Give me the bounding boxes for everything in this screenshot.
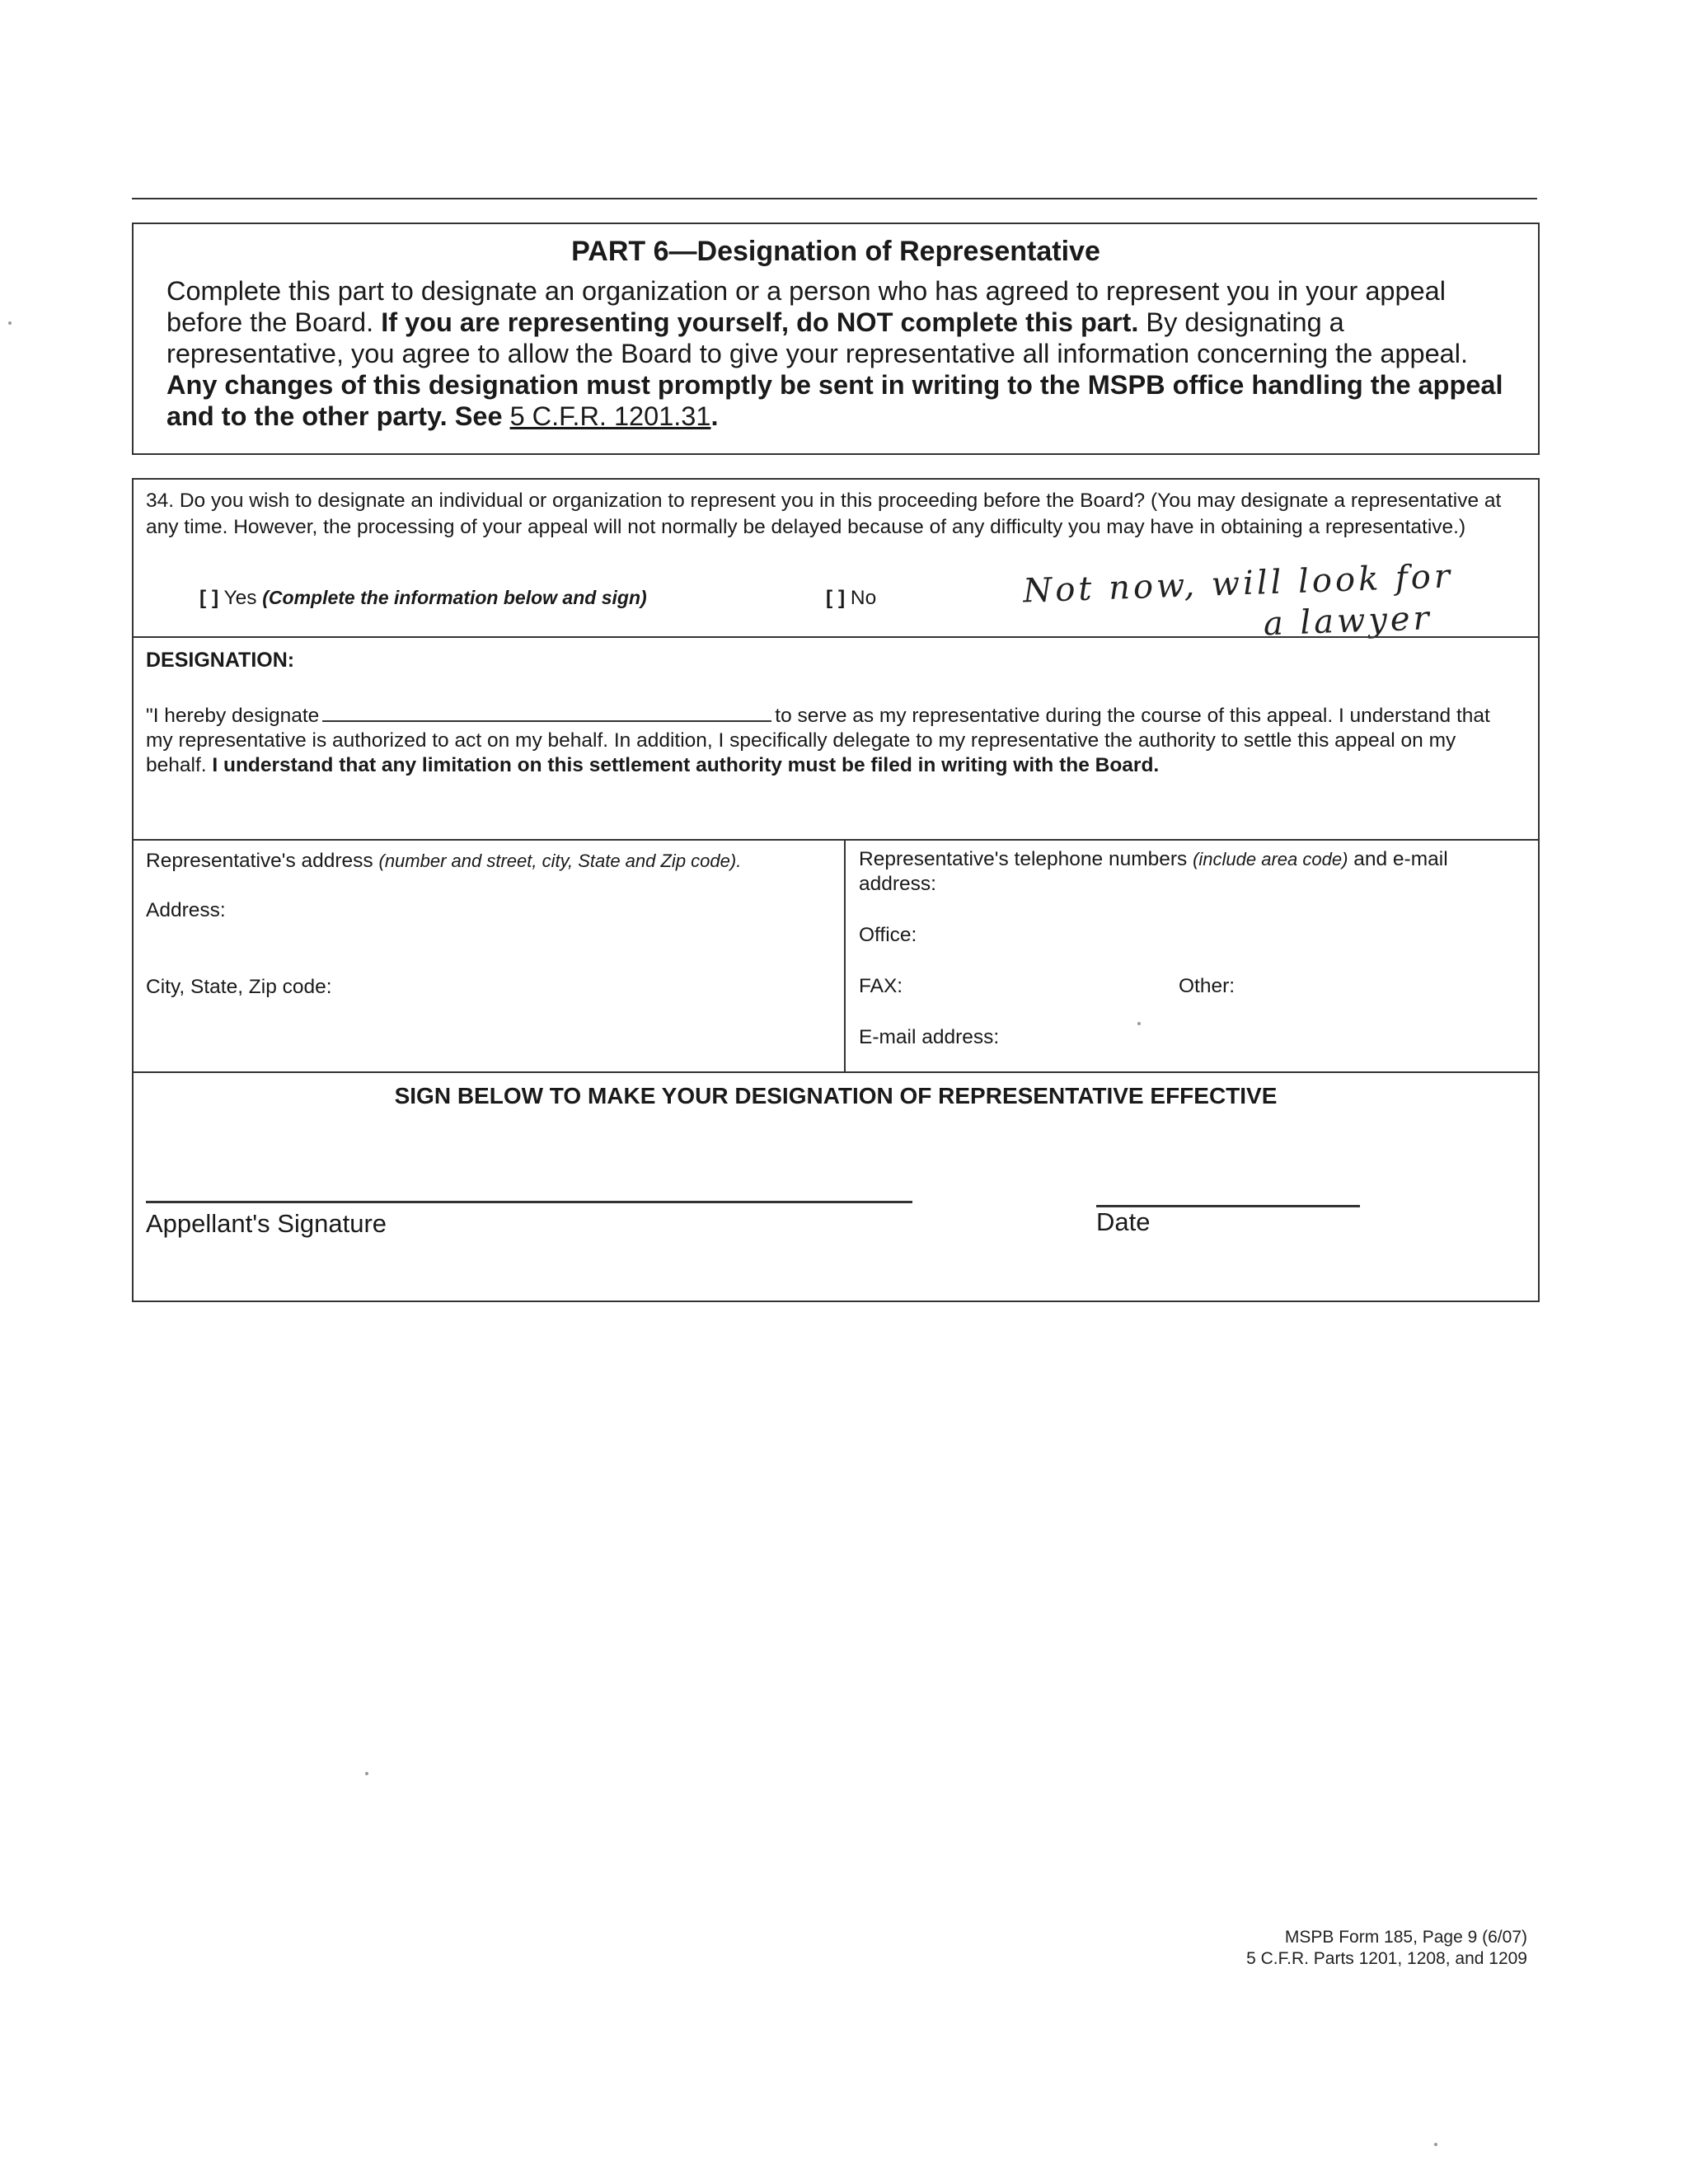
address-heading — [146, 849, 830, 874]
sign-heading: SIGN BELOW TO MAKE YOUR DESIGNATION OF REPRESENTATIVE EFFECTIVE — [394, 1083, 1278, 1108]
question-34-section — [132, 478, 1540, 841]
address-hint: (number and street, city, State and Zip code). — [378, 851, 742, 871]
handwritten-line-2: a lawyer — [1263, 599, 1433, 644]
intro-period: . — [710, 401, 719, 431]
designation-text-bold: I understand that any limitation on this settlement authority must be filed in writing with the Board. — [212, 754, 1160, 776]
no-option[interactable] — [826, 587, 876, 610]
footer-cfr-parts: 5 C.F.R. Parts 1201, 1208, and 1209 — [1246, 1949, 1527, 1968]
no-label: No — [845, 587, 877, 609]
fax-label[interactable]: FAX: — [859, 975, 903, 997]
date-label: Date — [1096, 1207, 1151, 1236]
designation-text-start: "I hereby designate — [146, 705, 320, 727]
part6-heading: PART 6—Designation of Representative — [571, 236, 1100, 267]
other-phone-label[interactable]: Other: — [1179, 975, 1236, 997]
address-heading-text: Representative's address — [146, 850, 379, 872]
handwritten-note — [1022, 554, 1519, 654]
designation-statement — [146, 704, 1513, 778]
phone-heading-text: Representative's telephone numbers — [859, 848, 1193, 870]
yes-label: Yes — [218, 587, 263, 609]
signature-line[interactable] — [146, 1201, 912, 1203]
yes-checkbox[interactable]: [ ] — [199, 587, 219, 609]
yes-option[interactable] — [199, 587, 647, 610]
scan-speck — [1137, 1022, 1141, 1025]
email-label[interactable]: E-mail address: — [859, 1026, 1000, 1048]
scan-speck — [8, 321, 12, 325]
handwritten-line-1: Not now, will look for — [1022, 557, 1454, 611]
part6-section — [132, 223, 1540, 455]
section-divider — [134, 636, 1538, 638]
cfr-link[interactable]: 5 C.F.R. 1201.31 — [509, 401, 711, 431]
footer-form-id: MSPB Form 185, Page 9 (6/07) — [1284, 1928, 1527, 1947]
scan-speck — [365, 1772, 368, 1775]
intro-bold-2: Any changes of this designation must promptly be sent in writing to the MSPB office handling the appeal and to the other party. See — [166, 370, 1503, 431]
intro-text-2: By designating a representative, you agree to allow the Board to give your representative all information concerning the appeal. — [166, 307, 1468, 368]
no-checkbox[interactable]: [ ] — [826, 587, 846, 609]
signature-label: Appellant's Signature — [146, 1209, 387, 1238]
representative-contact-section — [132, 839, 1540, 1073]
phone-heading-tail: and e-mail address: — [859, 848, 1448, 895]
scan-speck — [1434, 2143, 1437, 2146]
office-phone-label[interactable]: Office: — [859, 924, 917, 946]
phone-hint: (include area code) — [1193, 849, 1348, 869]
top-rule — [132, 198, 1537, 199]
address-field-label[interactable]: Address: — [146, 899, 226, 921]
designation-label: DESIGNATION: — [146, 649, 295, 672]
representative-name-blank[interactable] — [322, 704, 771, 722]
city-state-zip-label[interactable]: City, State, Zip code: — [146, 976, 332, 998]
intro-text-1: Complete this part to designate an organization or a person who has agreed to represent you in your appeal before the Board. — [166, 276, 1446, 337]
signature-section — [132, 1071, 1540, 1302]
yes-hint: (Complete the information below and sign) — [262, 587, 647, 608]
designation-text-end: to serve as my representative during the course of this appeal. I understand that my representative is authorized to act on my behalf. In addition, I specifically delegate to my representative the authority to settle this appeal on my behalf. — [146, 705, 1490, 776]
phone-heading — [859, 847, 1518, 897]
column-divider — [844, 841, 846, 1071]
form-footer — [1246, 1927, 1527, 1970]
part6-intro — [166, 275, 1505, 432]
question-34-text: 34. Do you wish to designate an individual or organization to represent you in this proceeding before the Board? (You may designate a representative at any time. However, the processing of your appeal will not normally be delayed because of any difficulty you may have in obtaining a representative.) — [146, 490, 1502, 538]
intro-bold-1: If you are representing yourself, do NOT complete this part. — [381, 307, 1139, 337]
